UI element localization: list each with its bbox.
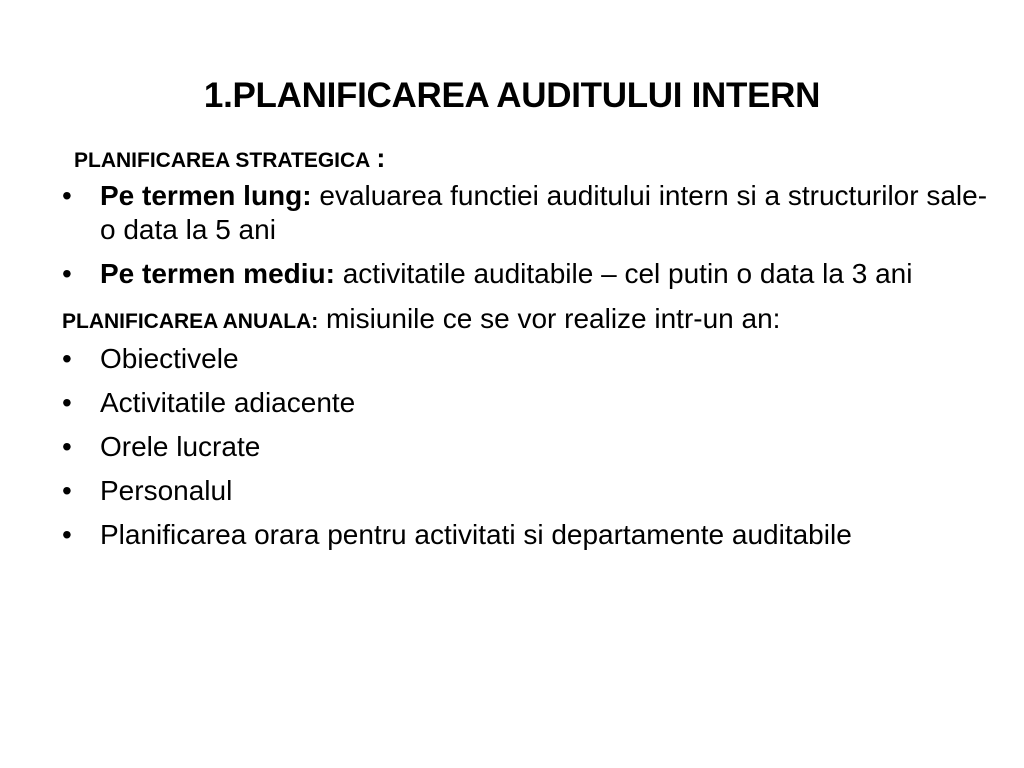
list-item (62, 430, 992, 464)
list-item (62, 518, 992, 552)
list-item (62, 257, 992, 291)
list-item (62, 474, 992, 508)
bullet-icon: • (62, 180, 72, 211)
bullet-icon: • (62, 431, 72, 462)
bullet-icon: • (62, 343, 72, 374)
item-text: Personalul (100, 475, 233, 506)
item-text: evaluarea functiei auditului intern si a structurilor sale- o data la 5 ani (100, 180, 988, 245)
slide-content (62, 140, 992, 562)
list-item (62, 179, 992, 247)
annual-heading-text: PLANIFICAREA ANUALA: (62, 310, 319, 333)
slide-title: 1.PLANIFICAREA AUDITULUI INTERN (203, 76, 821, 115)
item-text: Orele lucrate (100, 431, 261, 462)
bullet-icon: • (62, 519, 72, 550)
item-bold-label: Pe termen mediu: (100, 258, 335, 289)
bullet-icon: • (62, 258, 72, 289)
list-item (62, 386, 992, 420)
bullet-icon: • (62, 387, 72, 418)
item-text: activitatile auditabile – cel putin o data la 3 ani (334, 258, 913, 289)
annual-heading (62, 301, 992, 340)
list-item (62, 342, 992, 376)
strategic-heading-colon: : (376, 143, 386, 173)
item-text: Activitatile adiacente (100, 387, 356, 418)
item-text: Obiectivele (100, 343, 239, 374)
bullet-icon: • (62, 475, 72, 506)
annual-list (62, 342, 992, 552)
strategic-list (62, 179, 992, 291)
annual-heading-rest: misiunile ce se vor realize intr-un an: (318, 303, 781, 334)
strategic-heading (62, 140, 992, 179)
strategic-heading-text: PLANIFICAREA STRATEGICA (74, 149, 371, 172)
item-bold-label: Pe termen lung: (100, 180, 312, 211)
item-text: Planificarea orara pentru activitati si departamente auditabile (100, 519, 852, 550)
